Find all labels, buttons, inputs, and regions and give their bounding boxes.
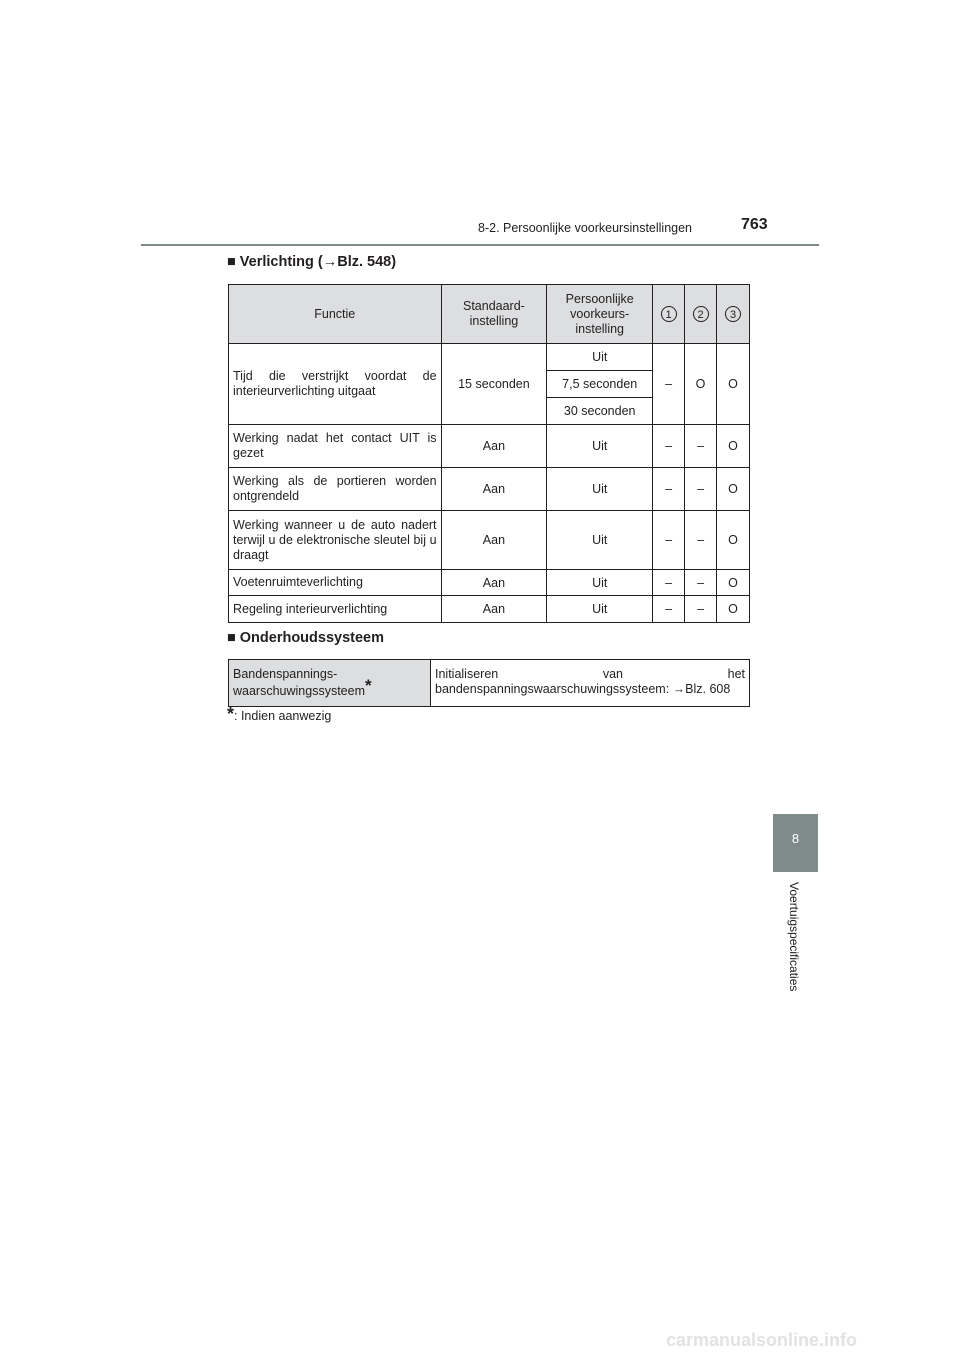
header-divider — [141, 244, 819, 246]
row-default: Aan — [441, 570, 547, 596]
table-row — [229, 570, 750, 596]
row-mark-2: – — [685, 596, 717, 623]
header-col1 — [653, 285, 685, 344]
row-option: 30 seconden — [547, 398, 653, 425]
section-heading-lighting — [227, 254, 396, 270]
row-function: Voetenruimteverlichting — [229, 570, 442, 596]
maintenance-table — [228, 659, 750, 707]
page-number: 763 — [741, 216, 768, 233]
chapter-title: 8-2. Persoonlijke voorkeursinstellingen — [478, 221, 693, 235]
row-default: Aan — [441, 596, 547, 623]
circle-1-icon: 1 — [661, 306, 677, 322]
row-custom: Uit — [547, 596, 653, 623]
table-header-row — [229, 285, 750, 344]
row-mark-2: – — [685, 425, 717, 468]
section-title: Verlichting (→Blz. 548) — [239, 254, 397, 270]
asterisk-icon: * — [365, 676, 372, 695]
row-mark-1: – — [653, 596, 685, 623]
chapter-tab-number: 8 — [791, 831, 800, 846]
row-mark-2: – — [685, 511, 717, 570]
row-mark-3: O — [717, 344, 750, 425]
row-function: Werking als de portieren worden ontgrendeld — [229, 468, 442, 511]
row-function: Tijd die verstrijkt voordat de interieurverlichting uitgaat — [229, 344, 442, 425]
row-option: Uit — [547, 344, 653, 371]
row-mark-1: – — [653, 511, 685, 570]
row-default: Aan — [441, 511, 547, 570]
row-mark-1: – — [653, 425, 685, 468]
table-row — [229, 468, 750, 511]
section-heading-maintenance — [227, 630, 384, 646]
row-function: Regeling interieurverlichting — [229, 596, 442, 623]
row-mark-1: – — [653, 344, 685, 425]
table-row — [229, 344, 750, 371]
circle-3-icon: 3 — [725, 306, 741, 322]
footnote — [227, 704, 331, 725]
maintenance-label — [229, 660, 431, 707]
header-default: Standaard- instelling — [441, 285, 547, 344]
circle-2-icon: 2 — [693, 306, 709, 322]
maintenance-label-text: Bandenspannings- waarschuwingssysteem — [233, 667, 365, 698]
row-mark-2: O — [685, 344, 717, 425]
row-mark-1: – — [653, 570, 685, 596]
row-default: Aan — [441, 468, 547, 511]
section-title: Onderhoudssysteem — [239, 630, 385, 646]
chapter-tab — [773, 814, 818, 872]
row-custom: Uit — [547, 570, 653, 596]
footnote-text: : Indien aanwezig — [234, 709, 332, 723]
asterisk-icon: * — [227, 704, 235, 724]
row-mark-3: O — [717, 511, 750, 570]
row-mark-3: O — [717, 596, 750, 623]
row-custom: Uit — [547, 511, 653, 570]
row-custom: Uit — [547, 425, 653, 468]
header-col3 — [717, 285, 750, 344]
row-mark-1: – — [653, 468, 685, 511]
row-mark-3: O — [717, 570, 750, 596]
row-custom: Uit — [547, 468, 653, 511]
table-row — [229, 660, 750, 707]
square-bullet-icon: ■ — [227, 254, 236, 270]
header-function: Functie — [229, 285, 442, 344]
row-default: 15 seconden — [441, 344, 547, 425]
row-mark-2: – — [685, 468, 717, 511]
header-col2 — [685, 285, 717, 344]
row-default: Aan — [441, 425, 547, 468]
watermark: carmanualsonline.info — [666, 1330, 858, 1350]
table-row — [229, 511, 750, 570]
row-function: Werking nadat het contact UIT is gezet — [229, 425, 442, 468]
header-custom: Persoonlijke voorkeurs- instelling — [547, 285, 653, 344]
row-mark-3: O — [717, 425, 750, 468]
chapter-tab-label: Voertuigspecificaties — [787, 882, 801, 992]
table-row — [229, 425, 750, 468]
square-bullet-icon: ■ — [227, 630, 236, 646]
row-function: Werking wanneer u de auto nadert terwijl u de elektronische sleutel bij u draagt — [229, 511, 442, 570]
row-mark-2: – — [685, 570, 717, 596]
lighting-settings-table — [228, 284, 750, 623]
maintenance-description: Initialiseren van het bandenspanningswaarschuwingssysteem: →Blz. 608 — [431, 660, 750, 707]
row-mark-3: O — [717, 468, 750, 511]
row-option: 7,5 seconden — [547, 371, 653, 398]
table-row — [229, 596, 750, 623]
